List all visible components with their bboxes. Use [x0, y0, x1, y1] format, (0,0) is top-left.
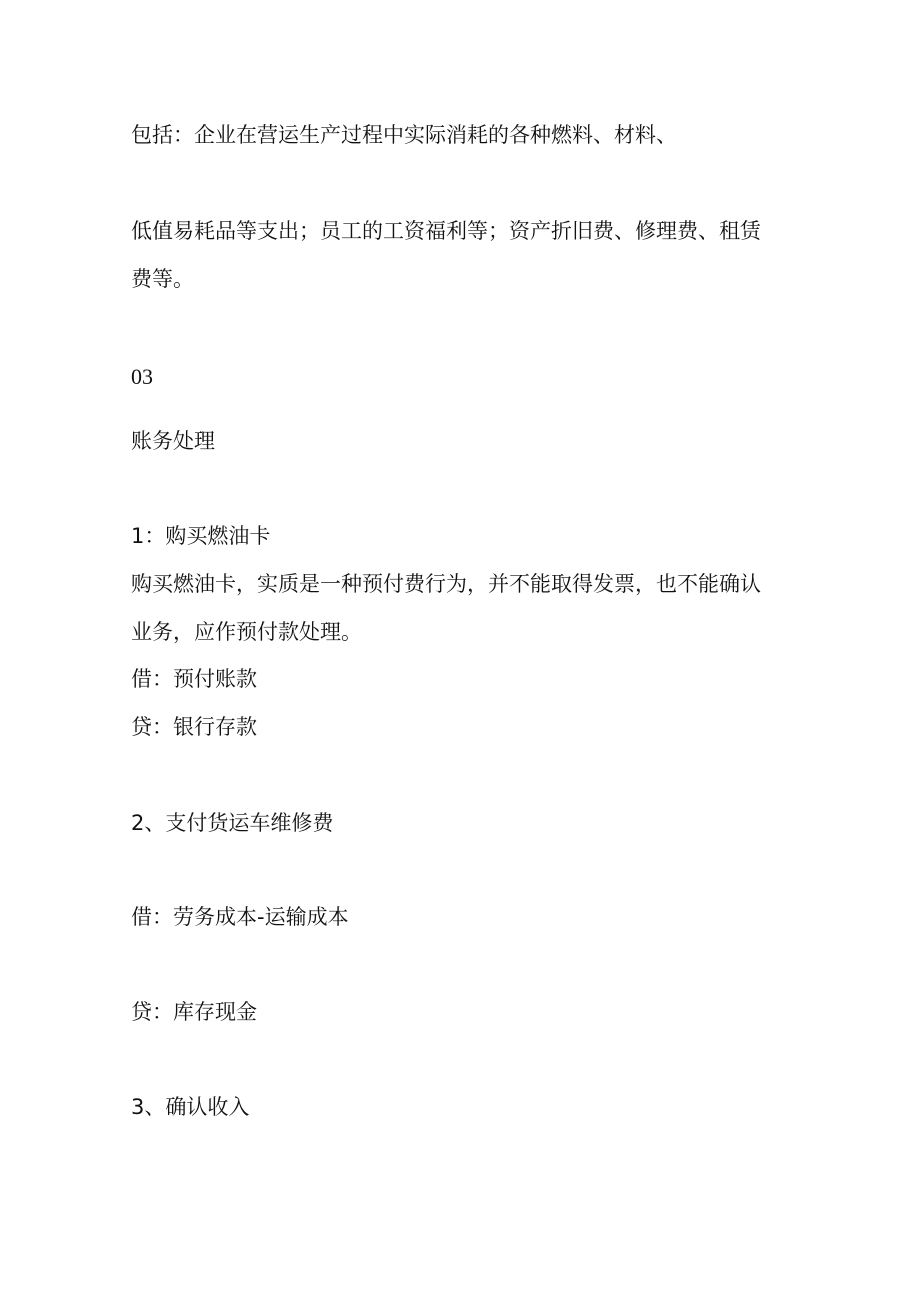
item-3-heading: 3、确认收入 [131, 1095, 250, 1119]
paragraph-cost-items: 包括：企业在营运生产过程中实际消耗的各种燃料、材料、 [131, 123, 677, 147]
section-number: 03 [131, 364, 153, 389]
item-2-debit-entry: 借：劳务成本-运输成本 [131, 905, 349, 929]
item-2-credit-entry: 贷：库存现金 [131, 1000, 257, 1024]
paragraph-cost-items-end: 费等。 [131, 267, 194, 291]
item-2-heading: 2、支付货运车维修费 [131, 811, 334, 835]
item-1-heading: 1：购买燃油卡 [131, 524, 271, 548]
item-1-description: 购买燃油卡，实质是一种预付费行为，并不能取得发票，也不能确认 [131, 572, 761, 596]
item-1-credit-entry: 贷：银行存款 [131, 715, 257, 739]
item-1-description-cont: 业务，应作预付款处理。 [131, 620, 362, 644]
section-heading: 账务处理 [131, 429, 215, 453]
paragraph-cost-items-cont: 低值易耗品等支出；员工的工资福利等；资产折旧费、修理费、租赁 [131, 219, 761, 243]
item-1-debit-entry: 借：预付账款 [131, 667, 257, 691]
